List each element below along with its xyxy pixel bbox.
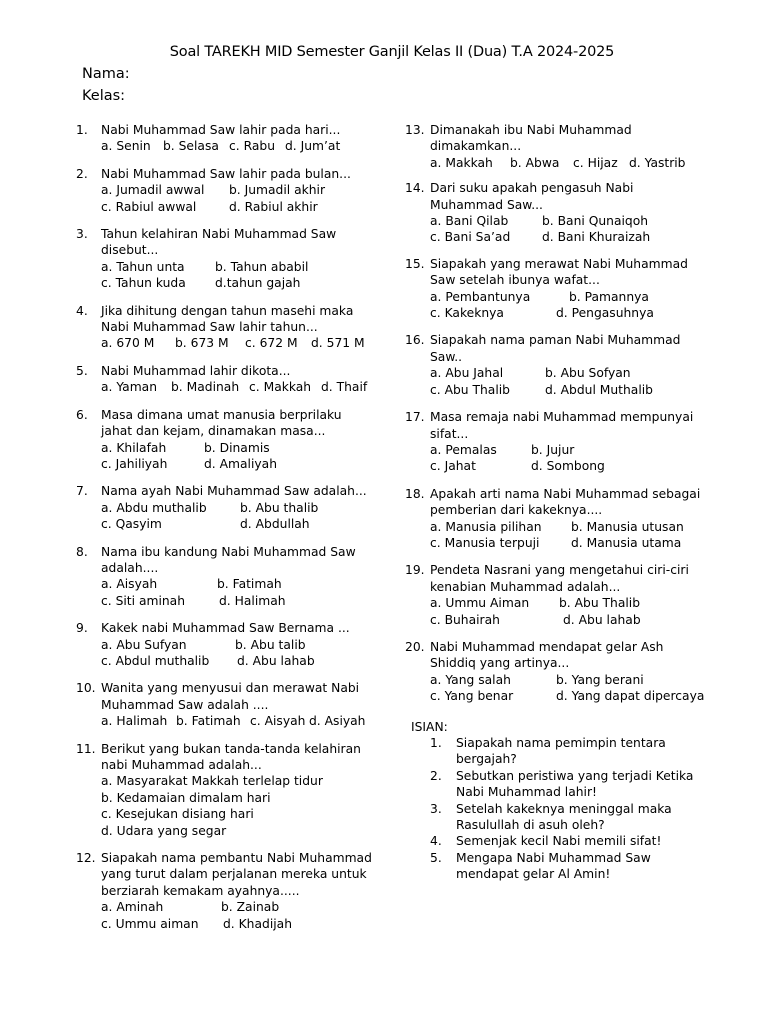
answer-options (76, 899, 376, 932)
option-line (430, 365, 705, 381)
answer-option: d. Abdul Muthalib (545, 382, 653, 397)
option-line (101, 500, 376, 516)
question-item (76, 122, 376, 155)
question-row (405, 122, 705, 155)
answer-option: a. Ummu Aiman (430, 596, 530, 611)
answer-options (76, 379, 376, 395)
question-row (76, 483, 376, 499)
answer-option: a. 670 M (101, 336, 155, 351)
option-line (430, 672, 705, 688)
option-line (430, 612, 705, 628)
isian-item (430, 768, 705, 801)
answer-options (405, 595, 705, 628)
answer-option: a. Abdu muthalib (101, 500, 207, 515)
answer-option: a. Bani Qilab (430, 214, 509, 229)
question-number: 19. (405, 563, 425, 578)
right-column (405, 122, 705, 883)
question-row (405, 562, 705, 595)
option-line (101, 440, 376, 456)
question-item (405, 256, 705, 322)
option-line (101, 899, 376, 915)
question-text: Masa dimana umat manusia berprilaku jahat dan kejam, dinamakan masa... (101, 407, 342, 439)
question-item (405, 486, 705, 552)
answer-option: b. Tahun ababil (215, 259, 309, 274)
answer-options (76, 440, 376, 473)
answer-options (76, 576, 376, 609)
name-label: Nama: (82, 66, 130, 82)
option-line (101, 653, 376, 669)
option-line (430, 688, 705, 704)
question-text: Apakah arti nama Nabi Muhammad sebagai pemberian dari kakeknya.... (430, 486, 701, 518)
option-line (430, 458, 705, 474)
question-text: Nama ayah Nabi Muhammad Saw adalah... (101, 484, 367, 499)
question-text: Siapakah yang merawat Nabi Muhammad Saw setelah ibunya wafat... (430, 256, 688, 288)
answer-option: a. Senin (101, 139, 151, 154)
question-text: Berikut yang bukan tanda-tanda kelahiran nabi Muhammad adalah... (101, 741, 361, 772)
option-line (101, 916, 376, 932)
question-item (405, 122, 705, 171)
answer-options (405, 365, 705, 398)
answer-option: b. Selasa (163, 139, 219, 154)
option-line (101, 637, 376, 653)
question-text: Pendeta Nasrani yang mengetahui ciri-ciri kenabian Muhammad adalah... (430, 563, 689, 594)
question-row (76, 407, 376, 440)
isian-text: Mengapa Nabi Muhammad Saw mendapat gelar Al Amin! (456, 850, 651, 882)
question-item (405, 409, 705, 475)
answer-option: b. Abu thalib (240, 500, 319, 515)
option-line (430, 382, 705, 398)
answer-option: b. Yang berani (556, 672, 644, 687)
isian-number: 1. (430, 736, 442, 750)
isian-item (430, 850, 705, 883)
question-text: Siapakah nama pembantu Nabi Muhammad yang turut dalam perjalanan mereka untuk berziarah kemakam ayahnya..... (101, 851, 372, 898)
isian-text: Semenjak kecil Nabi memili sifat! (456, 834, 662, 849)
question-number: 12. (76, 851, 96, 866)
answer-option: d. Khadijah (223, 916, 292, 931)
isian-number: 3. (430, 801, 442, 816)
answer-option: c. Jahat (430, 459, 476, 474)
question-text: Masa remaja nabi Muhammad mempunyai sifat... (430, 410, 694, 441)
answer-option: a. Tahun unta (101, 259, 185, 274)
option-line (430, 305, 705, 321)
answer-option: a. Manusia pilihan (430, 519, 542, 534)
answer-option: d. Bani Khuraizah (542, 230, 651, 245)
question-row (405, 256, 705, 289)
answer-options (76, 138, 376, 154)
option-line (101, 790, 376, 806)
answer-option: c. Ummu aiman (101, 916, 199, 931)
document-title: Soal TAREKH MID Semester Ganjil Kelas II (Dua) T.A 2024-2025 (169, 44, 615, 60)
answer-option: a. Abu Sufyan (101, 637, 187, 652)
question-number: 5. (76, 363, 88, 378)
answer-option: d. Abu lahab (237, 653, 315, 668)
answer-option: a. Aminah (101, 900, 164, 915)
answer-option: c. Jahiliyah (101, 456, 168, 471)
answer-option: a. Aisyah (101, 577, 158, 592)
answer-options (76, 500, 376, 533)
question-text: Kakek nabi Muhammad Saw Bernama ... (101, 621, 350, 636)
isian-item (430, 801, 705, 834)
isian-item (430, 735, 705, 768)
option-line (101, 199, 376, 215)
question-item (76, 483, 376, 532)
question-item (76, 680, 376, 729)
question-number: 6. (76, 407, 88, 422)
question-row (76, 122, 376, 138)
answer-option: b. Jumadil akhir (229, 183, 326, 198)
answer-option: c. Manusia terpuji (430, 535, 540, 550)
answer-option: d. Abdullah (240, 517, 310, 532)
isian-number: 4. (430, 834, 442, 849)
question-number: 11. (76, 741, 96, 756)
answer-option: c. Hijaz (573, 155, 618, 170)
question-number: 8. (76, 544, 88, 559)
isian-item (430, 833, 705, 849)
answer-option: a. Khilafah (101, 440, 167, 455)
answer-option: d. Manusia utama (571, 535, 682, 550)
answer-option: d. Amaliyah (204, 456, 277, 471)
answer-options (76, 773, 376, 839)
answer-option: c. Bani Sa’ad (430, 230, 511, 245)
option-line (101, 823, 376, 839)
question-number: 10. (76, 681, 96, 696)
answer-option: a. Halimah (101, 714, 168, 729)
option-line (430, 229, 705, 245)
answer-option: d. Abu lahab (563, 612, 641, 627)
answer-option: c. Rabu (229, 139, 275, 154)
isian-text: Siapakah nama pemimpin tentara bergajah? (456, 736, 666, 767)
answer-option: c. Tahun kuda (101, 276, 186, 291)
question-number: 7. (76, 484, 88, 499)
answer-option: c. Siti aminah (101, 593, 186, 608)
answer-option: d. 571 M (311, 336, 365, 351)
question-number: 16. (405, 333, 425, 348)
isian-number: 5. (430, 850, 442, 865)
question-number: 18. (405, 486, 425, 501)
answer-option: a. Pemalas (430, 442, 497, 457)
answer-option: c. Qasyim (101, 517, 162, 532)
question-row (76, 850, 376, 899)
question-text: Nabi Muhammad lahir dikota... (101, 363, 291, 378)
question-item (76, 407, 376, 473)
answer-option: b. Fatimah (217, 577, 282, 592)
option-line (430, 535, 705, 551)
question-row (405, 639, 705, 672)
option-line (101, 379, 376, 395)
question-text: Nabi Muhammad Saw lahir pada bulan... (101, 166, 351, 181)
answer-option: d. Asiyah (309, 714, 366, 729)
option-line (430, 155, 705, 171)
question-text: Nabi Muhammad Saw lahir pada hari... (101, 123, 341, 137)
question-number: 2. (76, 166, 88, 181)
isian-number: 2. (430, 768, 442, 783)
answer-option: b. Abu Thalib (559, 596, 641, 611)
answer-option: c. Buhairah (430, 612, 500, 627)
question-row (405, 332, 705, 365)
question-number: 13. (405, 123, 425, 137)
answer-option: a. Masyarakat Makkah terlelap tidur (101, 774, 323, 789)
question-number: 20. (405, 639, 425, 654)
question-item (76, 544, 376, 610)
question-text: Dari suku apakah pengasuh Nabi Muhammad Saw... (430, 181, 634, 212)
answer-option: b. Bani Qunaiqoh (542, 214, 649, 229)
answer-option: d. Yastrib (629, 155, 686, 170)
question-row (405, 409, 705, 442)
question-item (76, 620, 376, 669)
answer-options (76, 713, 376, 729)
answer-option: c. Makkah (249, 380, 312, 395)
question-item (405, 332, 705, 398)
option-line (430, 213, 705, 229)
answer-option: d. Yang dapat dipercaya (556, 689, 705, 704)
answer-option: b. Abwa (510, 155, 560, 170)
question-row (405, 180, 705, 213)
answer-options (76, 259, 376, 292)
question-text: Tahun kelahiran Nabi Muhammad Saw disebut... (101, 227, 337, 258)
answer-option: c. 672 M (245, 336, 298, 351)
question-text: Wanita yang menyusui dan merawat Nabi Muhammad Saw adalah .... (101, 681, 360, 712)
question-text: Siapakah nama paman Nabi Muhammad Saw.. (430, 333, 681, 364)
question-text: Nama ibu kandung Nabi Muhammad Saw adalah.... (101, 544, 356, 575)
answer-options (405, 672, 705, 705)
question-number: 3. (76, 227, 88, 242)
question-item (76, 363, 376, 396)
class-label: Kelas: (82, 88, 126, 104)
question-item (76, 226, 376, 292)
answer-option: d. Pengasuhnya (556, 306, 654, 321)
option-line (101, 593, 376, 609)
option-line (101, 275, 376, 291)
answer-options (405, 155, 705, 171)
option-line (430, 519, 705, 535)
answer-option: d. Halimah (219, 593, 286, 608)
answer-option: c. Abu Thalib (430, 382, 510, 397)
option-line (101, 335, 376, 351)
answer-option: b. Manusia utusan (571, 519, 684, 534)
answer-option: a. Yang salah (430, 672, 511, 687)
option-line (101, 576, 376, 592)
answer-option: b. Kedamaian dimalam hari (101, 790, 271, 805)
answer-option: b. 673 M (175, 336, 229, 351)
question-row (405, 486, 705, 519)
option-line (101, 516, 376, 532)
answer-option: d. Rabiul akhir (229, 199, 318, 214)
answer-option: c. Aisyah (250, 714, 306, 729)
question-row (76, 363, 376, 379)
question-row (76, 741, 376, 774)
question-row (76, 166, 376, 182)
question-row (76, 544, 376, 577)
answer-option: c. Kesejukan disiang hari (101, 807, 254, 822)
left-column (76, 122, 376, 932)
question-number: 1. (76, 123, 88, 137)
answer-option: b. Abu talib (235, 637, 306, 652)
question-item (405, 180, 705, 246)
isian-text: Sebutkan peristiwa yang terjadi Ketika Nabi Muhammad lahir! (456, 768, 694, 800)
answer-option: a. Yaman (101, 380, 158, 395)
answer-options (76, 335, 376, 351)
answer-option: d. Udara yang segar (101, 823, 227, 838)
question-number: 9. (76, 621, 88, 636)
answer-options (76, 637, 376, 670)
answer-option: b. Madinah (171, 380, 240, 395)
question-number: 15. (405, 256, 425, 271)
answer-option: d. Sombong (531, 459, 605, 474)
question-item (76, 166, 376, 215)
question-item (76, 303, 376, 352)
answer-option: c. Abdul muthalib (101, 653, 210, 668)
question-item (76, 850, 376, 932)
option-line (101, 773, 376, 789)
option-line (101, 138, 376, 154)
answer-options (405, 442, 705, 475)
answer-option: c. Yang benar (430, 689, 514, 704)
question-text: Jika dihitung dengan tahun masehi maka Nabi Muhammad Saw lahir tahun... (101, 303, 354, 335)
answer-option: a. Abu Jahal (430, 366, 504, 381)
question-number: 4. (76, 303, 88, 318)
answer-option: c. Kakeknya (430, 306, 504, 321)
answer-option: b. Abu Sofyan (545, 366, 631, 381)
answer-options (405, 519, 705, 552)
option-line (101, 182, 376, 198)
answer-option: b. Fatimah (176, 714, 241, 729)
answer-option: b. Zainab (221, 900, 280, 915)
question-row (76, 680, 376, 713)
answer-option: d. Thaif (321, 380, 368, 395)
question-row (76, 620, 376, 636)
option-line (101, 456, 376, 472)
question-item (76, 741, 376, 839)
question-text: Dimanakah ibu Nabi Muhammad dimakamkan... (430, 123, 632, 154)
option-line (101, 713, 376, 729)
question-row (76, 303, 376, 336)
answer-options (76, 182, 376, 215)
answer-option: a. Makkah (430, 155, 493, 170)
question-row (76, 226, 376, 259)
answer-option: a. Pembantunya (430, 289, 531, 304)
answer-option: a. Jumadil awwal (101, 183, 205, 198)
isian-heading: ISIAN: (411, 719, 448, 734)
answer-option: b. Jujur (531, 442, 575, 457)
question-item (405, 639, 705, 705)
option-line (101, 806, 376, 822)
option-line (430, 289, 705, 305)
question-item (405, 562, 705, 628)
answer-option: c. Rabiul awwal (101, 199, 197, 214)
answer-option: d. Jum’at (285, 139, 341, 154)
isian-text: Setelah kakeknya meninggal maka Rasulullah di asuh oleh? (456, 801, 672, 833)
answer-option: b. Dinamis (204, 440, 270, 455)
question-text: Nabi Muhammad mendapat gelar Ash Shiddiq yang artinya... (430, 639, 664, 671)
option-line (101, 259, 376, 275)
answer-options (405, 289, 705, 322)
option-line (430, 442, 705, 458)
option-line (430, 595, 705, 611)
question-number: 17. (405, 410, 425, 425)
answer-option: b. Pamannya (569, 289, 649, 304)
answer-options (405, 213, 705, 246)
answer-option: d.tahun gajah (215, 276, 301, 291)
question-number: 14. (405, 181, 425, 196)
